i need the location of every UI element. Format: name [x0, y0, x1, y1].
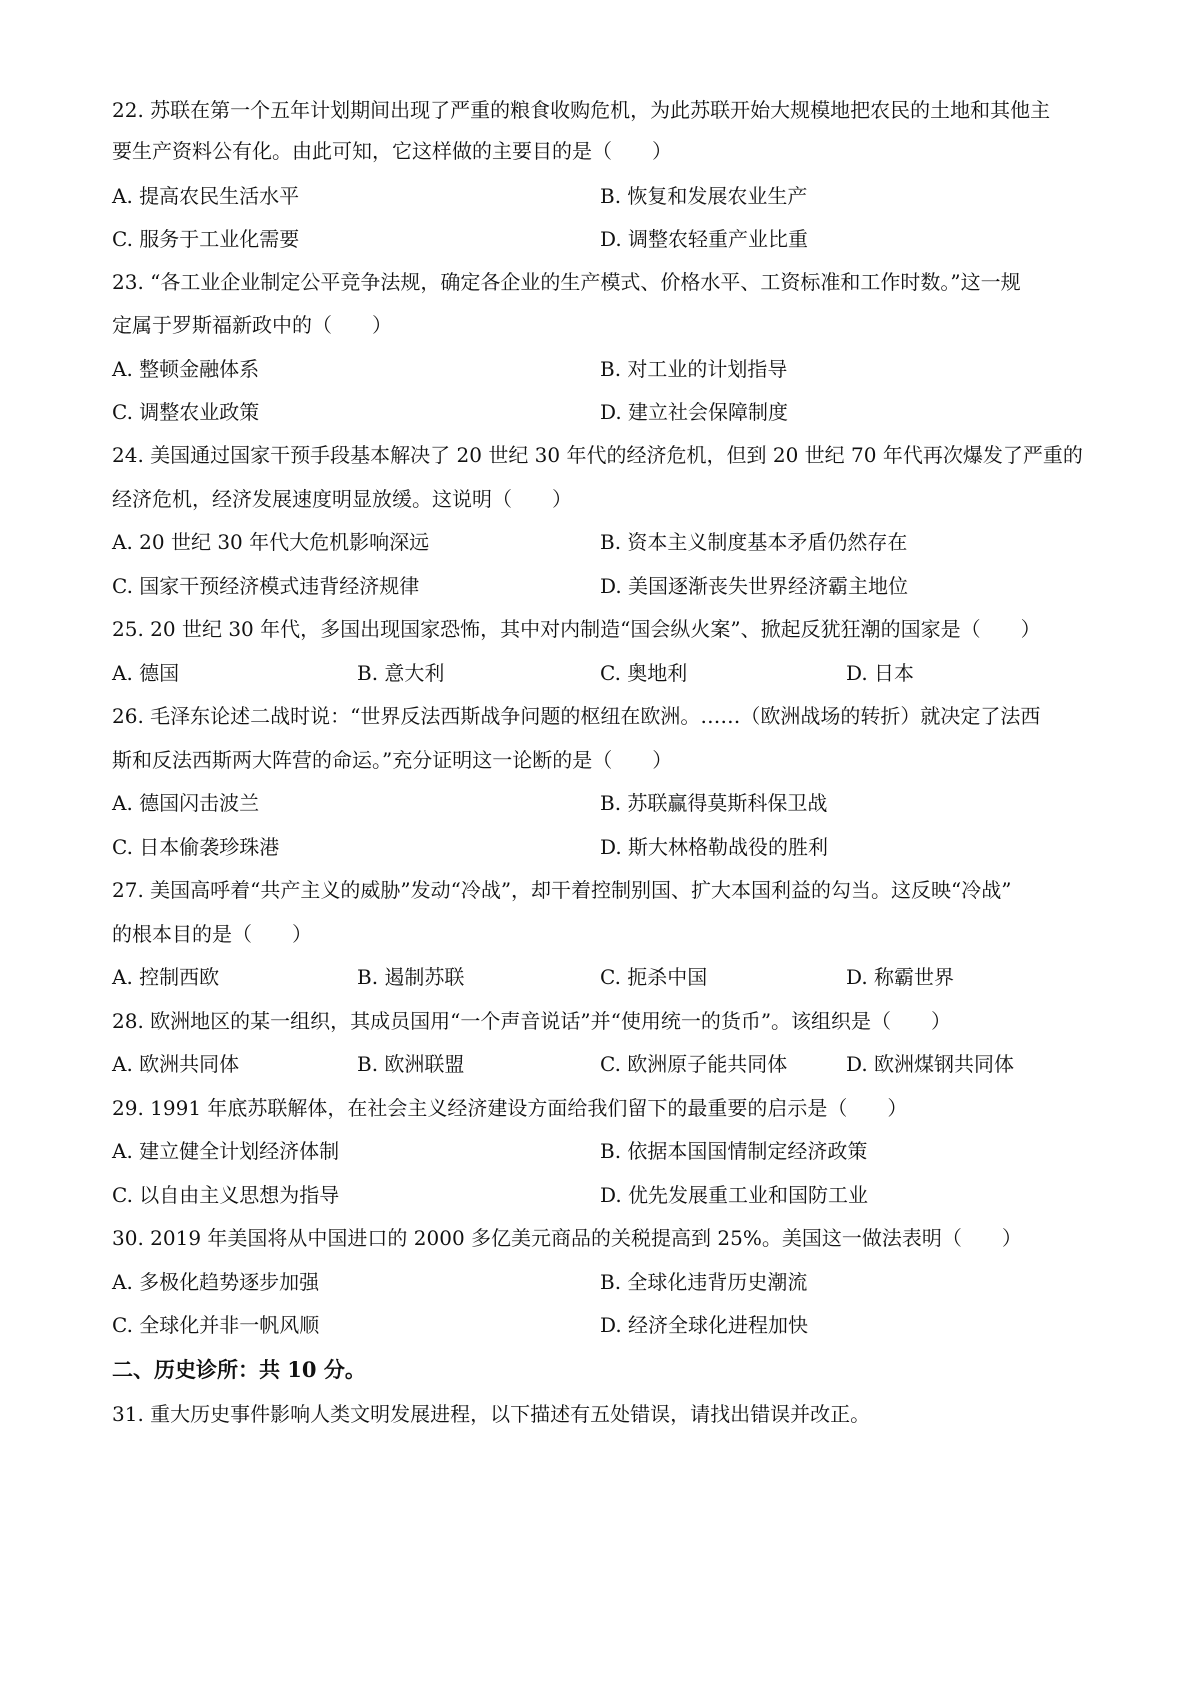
- question-26-option-b: B. 苏联赢得莫斯科保卫战: [600, 791, 828, 815]
- question-23-option-d: D. 建立社会保障制度: [600, 400, 789, 424]
- question-24-option-a: A. 20 世纪 30 年代大危机影响深远: [112, 530, 430, 554]
- question-28-stem-line1: 28. 欧洲地区的某一组织，其成员国用“一个声音说话”并“使用统一的货币”。该组织是（ ）: [112, 1009, 952, 1033]
- question-24-stem-line2: 经济危机，经济发展速度明显放缓。这说明（ ）: [112, 487, 572, 511]
- question-27-stem-line2: 的根本目的是（ ）: [112, 922, 312, 946]
- question-23-stem-line1: 23. “各工业企业制定公平竞争法规，确定各企业的生产模式、价格水平、工资标准和工作时数。”这一规: [112, 270, 1021, 294]
- question-23-option-b: B. 对工业的计划指导: [600, 357, 788, 381]
- question-26-stem-line2: 斯和反法西斯两大阵营的命运。”充分证明这一论断的是（ ）: [112, 748, 673, 772]
- question-24-option-b: B. 资本主义制度基本矛盾仍然存在: [600, 530, 908, 554]
- section-2-heading: 二、历史诊所：共 10 分。: [112, 1357, 366, 1382]
- question-27-option-b: B. 遏制苏联: [357, 965, 465, 989]
- question-22-option-d: D. 调整农轻重产业比重: [600, 227, 809, 251]
- question-26-option-d: D. 斯大林格勒战役的胜利: [600, 835, 829, 859]
- question-30-option-c: C. 全球化并非一帆风顺: [112, 1313, 320, 1337]
- question-28-option-b: B. 欧洲联盟: [357, 1052, 465, 1076]
- question-24-option-d: D. 美国逐渐丧失世界经济霸主地位: [600, 574, 909, 598]
- question-27-stem-line1: 27. 美国高呼着“共产主义的威胁”发动“冷战”，却干着控制别国、扩大本国利益的勾当。这反映“冷战”: [112, 878, 1012, 902]
- question-24-option-c: C. 国家干预经济模式违背经济规律: [112, 574, 420, 598]
- question-22-option-b: B. 恢复和发展农业生产: [600, 184, 808, 208]
- question-31-stem-line1: 31. 重大历史事件影响人类文明发展进程，以下描述有五处错误，请找出错误并改正。: [112, 1402, 871, 1426]
- question-27-option-d: D. 称霸世界: [846, 965, 955, 989]
- question-29-stem-line1: 29. 1991 年底苏联解体，在社会主义经济建设方面给我们留下的最重要的启示是（ ）: [112, 1096, 908, 1120]
- question-30-option-a: A. 多极化趋势逐步加强: [112, 1270, 320, 1294]
- question-26-option-a: A. 德国闪击波兰: [112, 791, 260, 815]
- question-29-option-a: A. 建立健全计划经济体制: [112, 1139, 340, 1163]
- question-26-stem-line1: 26. 毛泽东论述二战时说：“世界反法西斯战争问题的枢纽在欧洲。……（欧洲战场的转折）就决定了法西: [112, 704, 1041, 728]
- question-23-stem-line2: 定属于罗斯福新政中的（ ）: [112, 313, 392, 337]
- question-22-option-c: C. 服务于工业化需要: [112, 227, 300, 251]
- question-28-option-d: D. 欧洲煤钢共同体: [846, 1052, 1015, 1076]
- question-22-stem-line1: 22. 苏联在第一个五年计划期间出现了严重的粮食收购危机，为此苏联开始大规模地把农民的土地和其他主: [112, 98, 1051, 122]
- question-27-option-c: C. 扼杀中国: [600, 965, 708, 989]
- question-29-option-c: C. 以自由主义思想为指导: [112, 1183, 340, 1207]
- question-24-stem-line1: 24. 美国通过国家干预手段基本解决了 20 世纪 30 年代的经济危机，但到 20 世纪 70 年代再次爆发了严重的: [112, 443, 1083, 467]
- question-23-option-a: A. 整顿金融体系: [112, 357, 260, 381]
- question-25-option-b: B. 意大利: [357, 661, 445, 685]
- question-25-option-a: A. 德国: [112, 661, 180, 685]
- question-23-option-c: C. 调整农业政策: [112, 400, 260, 424]
- question-29-option-b: B. 依据本国国情制定经济政策: [600, 1139, 868, 1163]
- question-28-option-c: C. 欧洲原子能共同体: [600, 1052, 788, 1076]
- question-30-stem-line1: 30. 2019 年美国将从中国进口的 2000 多亿美元商品的关税提高到 25%。美国这一做法表明（ ）: [112, 1226, 1022, 1250]
- question-28-option-a: A. 欧洲共同体: [112, 1052, 240, 1076]
- question-25-stem-line1: 25. 20 世纪 30 年代，多国出现国家恐怖，其中对内制造“国会纵火案”、掀起反犹狂潮的国家是（ ）: [112, 617, 1041, 641]
- question-26-option-c: C. 日本偷袭珍珠港: [112, 835, 280, 859]
- question-25-option-d: D. 日本: [846, 661, 915, 685]
- question-27-option-a: A. 控制西欧: [112, 965, 220, 989]
- question-29-option-d: D. 优先发展重工业和国防工业: [600, 1183, 869, 1207]
- question-30-option-b: B. 全球化违背历史潮流: [600, 1270, 808, 1294]
- question-25-option-c: C. 奥地利: [600, 661, 688, 685]
- question-22-option-a: A. 提高农民生活水平: [112, 184, 300, 208]
- question-22-stem-line2: 要生产资料公有化。由此可知，它这样做的主要目的是（ ）: [112, 139, 672, 163]
- question-30-option-d: D. 经济全球化进程加快: [600, 1313, 809, 1337]
